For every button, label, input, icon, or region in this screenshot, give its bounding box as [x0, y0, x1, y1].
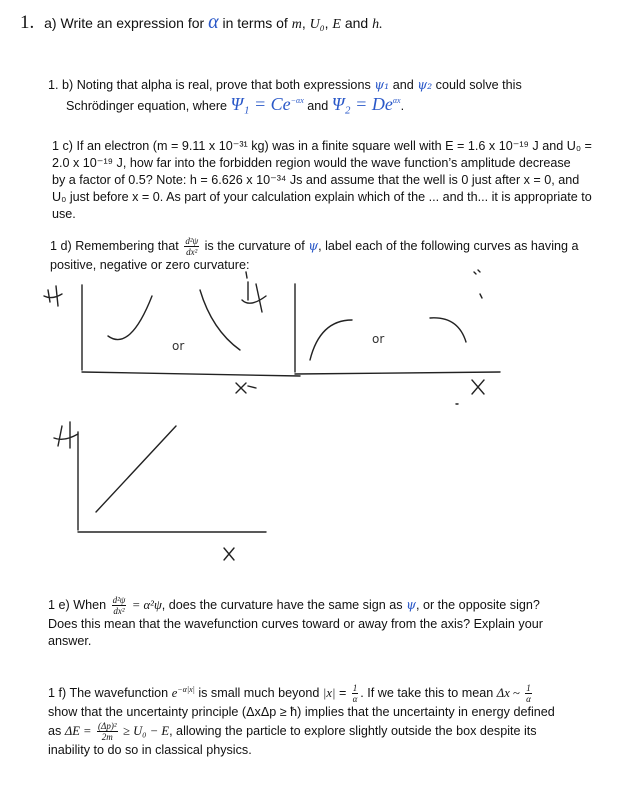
- question-1b: 1. b) Noting that alpha is real, prove that both expressions ψ₁ and ψ₂ could solve this Schrödinger equation, where $\Psi_1 = Ce^{-\alpha x}$ and $\Psi_2 = De^{\alpha x}$.: [48, 77, 522, 114]
- question-1d: 1 d) Remembering that $\frac{\text{d²ψ}}{\text{dx²}}$ is the curvature of ψ, label each of the following curves as having a positive, negative or zero curvature:: [50, 236, 579, 272]
- axis-x-1: [82, 372, 300, 376]
- question-number: 1.: [20, 12, 35, 33]
- x-label-2: [472, 380, 484, 394]
- wavefunction-expression: $e^{-\alpha|x|}$: [171, 684, 195, 700]
- second-derivative-fraction: $\frac{\text{d²ψ}}{\text{dx²}}$: [112, 595, 126, 616]
- question-1c: 1 c) If an electron (m = 9.11 x 10⁻³¹ kg) was in a finite square well with E = 1.6 x 10⁻¹⁹ J and U₀ = 2.0 x 10⁻¹⁹ J, how far into the forbidden region would the wave function’s amplitude decrease by a factor of 0.5? Note: h = 6.626 x 10⁻³⁴ Js and assume that the well is 0 just after x = 0, and U₀ just before x = 0. As part of your calculation explain which of the ... and th... it is appropriate to use.: [52, 139, 592, 221]
- x-label-3: [224, 548, 234, 560]
- x-label-1: [236, 383, 246, 393]
- curve-concave-down-descending: [200, 290, 240, 350]
- curvature-fraction: $\frac{\text{d²ψ}}{\text{dx²}}$: [185, 236, 199, 257]
- curve-concave-up: [108, 296, 152, 340]
- inverse-alpha-fraction-1: $\frac{1}{\alpha}$: [352, 683, 358, 704]
- psi-label-3: [54, 422, 78, 448]
- question-1e: 1 e) When $\frac{\text{d²ψ}}{\text{dx²}}$ = α²ψ, does the curvature have the same sign as ψ, or the opposite sign? Does this mean that the wavefunction curves toward or away from the axis? Explain your answer.: [48, 595, 543, 648]
- psi1-expression: $\Psi_1 = Ce^{-\alpha x}$: [230, 94, 304, 114]
- psi2-expression: $\Psi_2 = De^{\alpha x}$: [331, 94, 401, 114]
- alpha-symbol: α: [208, 11, 219, 33]
- energy-fraction: $\frac{\text{(Δp)²}}{2m}$: [98, 721, 117, 742]
- inverse-alpha-fraction-2: $\frac{1}{\alpha}$: [526, 683, 531, 704]
- psi-label-1: [44, 286, 62, 306]
- or-label-1: or: [172, 339, 185, 353]
- question-1a: 1. a) Write an expression for α in terms of m, U₀, E and h.: [20, 11, 383, 33]
- curve-concave-down: [310, 320, 352, 360]
- question-1f: 1 f) The wavefunction $e^{-\alpha|x|}$ is small much beyond |x| = $\frac{1}{\alpha}$ . If we take this to mean Δx ~ $\frac{1}{\alpha}$ show that the uncertainty principle (ΔxΔp ≥ ħ) implies that the uncertainty in energy defined as ΔE = $\frac{\text{(Δp)²}}{2m}$ ≥ U₀ − E, allowing the particle to explore slightly outside the box despite its inability to do so in classical physics.: [48, 683, 555, 757]
- axis-x-2: [295, 372, 500, 374]
- or-label-2: or: [372, 332, 385, 346]
- curve-straight-line: [96, 426, 176, 512]
- psi-label-2: [242, 282, 266, 312]
- curve-concave-up-rising: [430, 318, 466, 342]
